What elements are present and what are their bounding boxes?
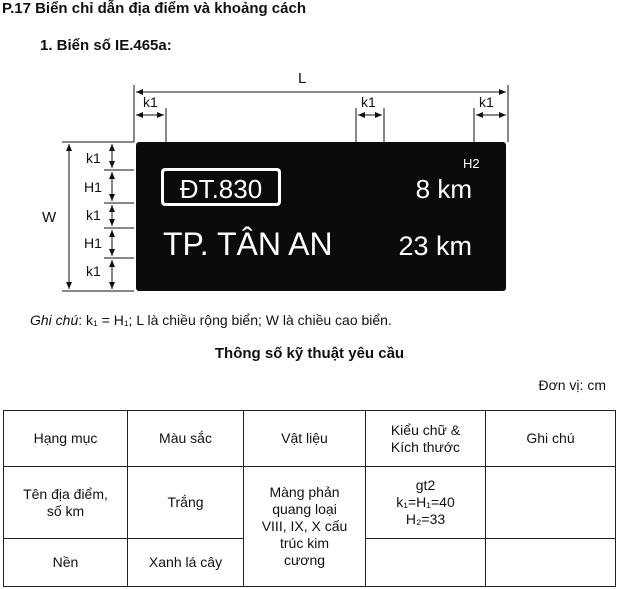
header-font-line1: Kiểu chữ &: [390, 421, 461, 438]
dimension-label-H2: H2: [463, 156, 480, 171]
cell-text: H₂=33: [405, 511, 446, 527]
distance-1-text: 8 km: [415, 174, 472, 204]
header-material: Vật liệu: [244, 411, 366, 467]
spec-table: [3, 410, 616, 587]
cell-color-green: Xanh lá cây: [128, 539, 244, 587]
section-title: P.17 Biển chỉ dẫn địa điểm và khoảng cách: [2, 0, 306, 17]
header-font-size: [366, 411, 486, 467]
cell-text: Tên địa điểm,: [23, 485, 108, 502]
cell-text: gt2: [415, 477, 436, 493]
cell-text: quang loại: [272, 501, 337, 517]
table-header-row: [4, 411, 616, 467]
header-font-line2: Kích thước: [390, 438, 461, 455]
sign-subtitle: 1. Biển số IE.465a:: [40, 37, 172, 54]
header-note: Ghi chú: [486, 411, 616, 467]
dimension-label-H1: H1: [84, 179, 102, 195]
header-color: Màu sắc: [128, 411, 244, 467]
cell-text: cương: [283, 552, 326, 568]
dimension-label-k1: k1: [479, 94, 494, 110]
cell-material: [244, 467, 366, 587]
place-name-text: TP. TÂN AN: [163, 226, 333, 262]
cell-text: trúc kim: [280, 535, 329, 551]
cell-font-size: [366, 467, 486, 539]
cell-color-white: Trắng: [128, 467, 244, 539]
table-row: [4, 467, 616, 539]
dimension-label-k1: k1: [361, 94, 376, 110]
dimension-label-k1: k1: [143, 94, 158, 110]
distance-2-text: 23 km: [398, 231, 472, 261]
sign-panel: [136, 142, 506, 291]
cell-text: Màng phản: [269, 484, 340, 500]
cell-text: VIII, IX, X cấu: [261, 518, 348, 534]
dimension-label-L: L: [298, 70, 307, 87]
note: [30, 312, 392, 328]
note-text: : k₁ = H₁; L là chiều rộng biển; W là chiều cao biển.: [78, 312, 392, 328]
cell-item-name: [4, 467, 128, 539]
cell-text: số km: [46, 502, 85, 519]
road-code-text: ĐT.830: [179, 174, 263, 204]
unit-label: Đơn vị: cm: [538, 377, 606, 393]
dimension-label-k1: k1: [86, 207, 101, 223]
dimension-label-H1: H1: [84, 235, 102, 251]
cell-item-background: Nền: [4, 539, 128, 587]
dimension-label-k1: k1: [86, 263, 101, 279]
header-item: Hạng mục: [4, 411, 128, 467]
dimension-label-W: W: [42, 209, 57, 226]
cell-note-empty: [486, 539, 616, 587]
dimension-label-k1: k1: [86, 150, 101, 166]
table-title: Thông số kỹ thuật yêu cầu: [214, 345, 405, 362]
cell-font-empty: [366, 539, 486, 587]
note-label: Ghi chú: [30, 312, 79, 328]
cell-text: k₁=H₁=40: [396, 494, 455, 510]
cell-note-empty: [486, 467, 616, 539]
